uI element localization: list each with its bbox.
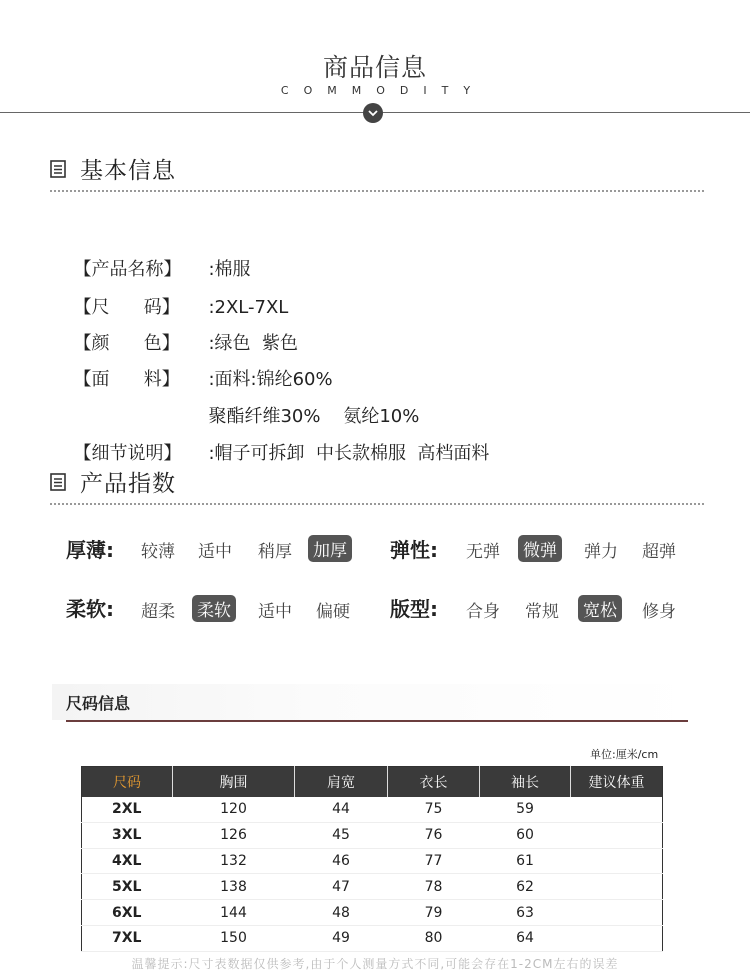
- thickness-option-selected: 加厚: [308, 535, 352, 562]
- table-cell: 63: [480, 900, 571, 926]
- unit-label: 单位:厘米/cm: [590, 748, 659, 761]
- fit-option: 修身: [642, 602, 676, 622]
- info-value: :棉服: [208, 259, 251, 280]
- thickness-option: 适中: [198, 542, 232, 562]
- table-cell: 46: [295, 848, 388, 874]
- table-cell: 2XL: [82, 797, 173, 822]
- index-heading: [50, 465, 176, 498]
- table-cell: 76: [388, 822, 480, 848]
- softness-option: 适中: [258, 602, 292, 622]
- column-header: 衣长: [388, 767, 480, 798]
- column-header: 建议体重: [571, 767, 663, 798]
- elasticity-option: 弹力: [584, 542, 618, 562]
- dotted-divider: [50, 190, 704, 192]
- index-title: 产品指数: [80, 471, 176, 497]
- table-cell: 49: [295, 925, 388, 951]
- table-cell: [571, 874, 663, 900]
- fit-option: 合身: [466, 602, 500, 622]
- dotted-divider: [50, 503, 704, 505]
- table-cell: 44: [295, 797, 388, 822]
- table-row: [82, 822, 663, 848]
- softness-label: 柔软:: [66, 597, 114, 621]
- fit-option-selected: 宽松: [578, 595, 622, 622]
- table-cell: 5XL: [82, 874, 173, 900]
- column-header: 袖长: [480, 767, 571, 798]
- table-cell: 78: [388, 874, 480, 900]
- elasticity-option-selected: 微弹: [518, 535, 562, 562]
- elasticity-option: 无弹: [466, 542, 500, 562]
- table-cell: 61: [480, 848, 571, 874]
- table-cell: [571, 797, 663, 822]
- column-header: 胸围: [173, 767, 295, 798]
- info-key: 【细节说明】: [73, 443, 182, 464]
- table-cell: 3XL: [82, 822, 173, 848]
- info-value: :帽子可拆卸 中长款棉服 高档面料: [208, 443, 490, 464]
- table-cell: 7XL: [82, 925, 173, 951]
- size-heading-rule: [66, 720, 688, 722]
- thickness-option: 较薄: [141, 542, 175, 562]
- table-cell: 6XL: [82, 900, 173, 926]
- softness-option: 超柔: [141, 602, 175, 622]
- info-row-detail: [62, 418, 489, 465]
- info-value: :面料:锦纶60%: [208, 369, 333, 390]
- table-cell: 45: [295, 822, 388, 848]
- table-cell: 60: [480, 822, 571, 848]
- basic-info-heading: [50, 152, 176, 185]
- table-row: [82, 848, 663, 874]
- thickness-option: 稍厚: [258, 542, 292, 562]
- table-row: [82, 900, 663, 926]
- basic-info-title: 基本信息: [80, 158, 176, 184]
- page-title: 商品信息: [322, 53, 427, 82]
- softness-option-selected: 柔软: [192, 595, 236, 622]
- info-value: 聚酯纤维30% 氨纶10%: [208, 406, 420, 427]
- table-cell: 77: [388, 848, 480, 874]
- table-cell: 150: [173, 925, 295, 951]
- document-icon: [50, 160, 66, 178]
- table-cell: 138: [173, 874, 295, 900]
- table-cell: 4XL: [82, 848, 173, 874]
- table-cell: 79: [388, 900, 480, 926]
- thickness-label: 厚薄:: [66, 538, 114, 562]
- table-cell: 48: [295, 900, 388, 926]
- size-table: [81, 766, 663, 952]
- table-row: [82, 797, 663, 822]
- info-value: :绿色 紫色: [208, 333, 298, 354]
- column-header: 肩宽: [295, 767, 388, 798]
- info-key: 【产品名称】: [73, 259, 182, 280]
- table-cell: [571, 925, 663, 951]
- info-key: 【面 料】: [73, 369, 180, 390]
- table-cell: [571, 900, 663, 926]
- elasticity-label: 弹性:: [390, 538, 438, 562]
- table-cell: 64: [480, 925, 571, 951]
- info-key: 【尺 码】: [73, 297, 180, 318]
- column-header: 尺码: [82, 767, 173, 798]
- size-heading-bar: [52, 684, 700, 720]
- table-cell: [571, 848, 663, 874]
- softness-option: 偏硬: [316, 602, 350, 622]
- page-subtitle: COMMODITY: [280, 84, 486, 97]
- table-cell: 59: [480, 797, 571, 822]
- table-cell: 132: [173, 848, 295, 874]
- info-value: :2XL-7XL: [208, 297, 289, 318]
- size-heading: 尺码信息: [66, 694, 131, 713]
- document-icon: [50, 473, 66, 491]
- size-note: 温馨提示:尺寸表数据仅供参考,由于个人测量方式不同,可能会存在1-2CM左右的误差: [131, 957, 619, 971]
- table-cell: 126: [173, 822, 295, 848]
- table-header-row: [82, 767, 663, 798]
- fit-label: 版型:: [390, 597, 438, 621]
- table-cell: [571, 822, 663, 848]
- table-row: [82, 925, 663, 951]
- chevron-down-icon: [363, 103, 383, 123]
- info-key: 【颜 色】: [73, 333, 180, 354]
- table-cell: 47: [295, 874, 388, 900]
- fit-option: 常规: [525, 602, 559, 622]
- elasticity-option: 超弹: [642, 542, 676, 562]
- table-cell: 62: [480, 874, 571, 900]
- table-cell: 120: [173, 797, 295, 822]
- table-row: [82, 874, 663, 900]
- table-cell: 144: [173, 900, 295, 926]
- table-cell: 75: [388, 797, 480, 822]
- table-cell: 80: [388, 925, 480, 951]
